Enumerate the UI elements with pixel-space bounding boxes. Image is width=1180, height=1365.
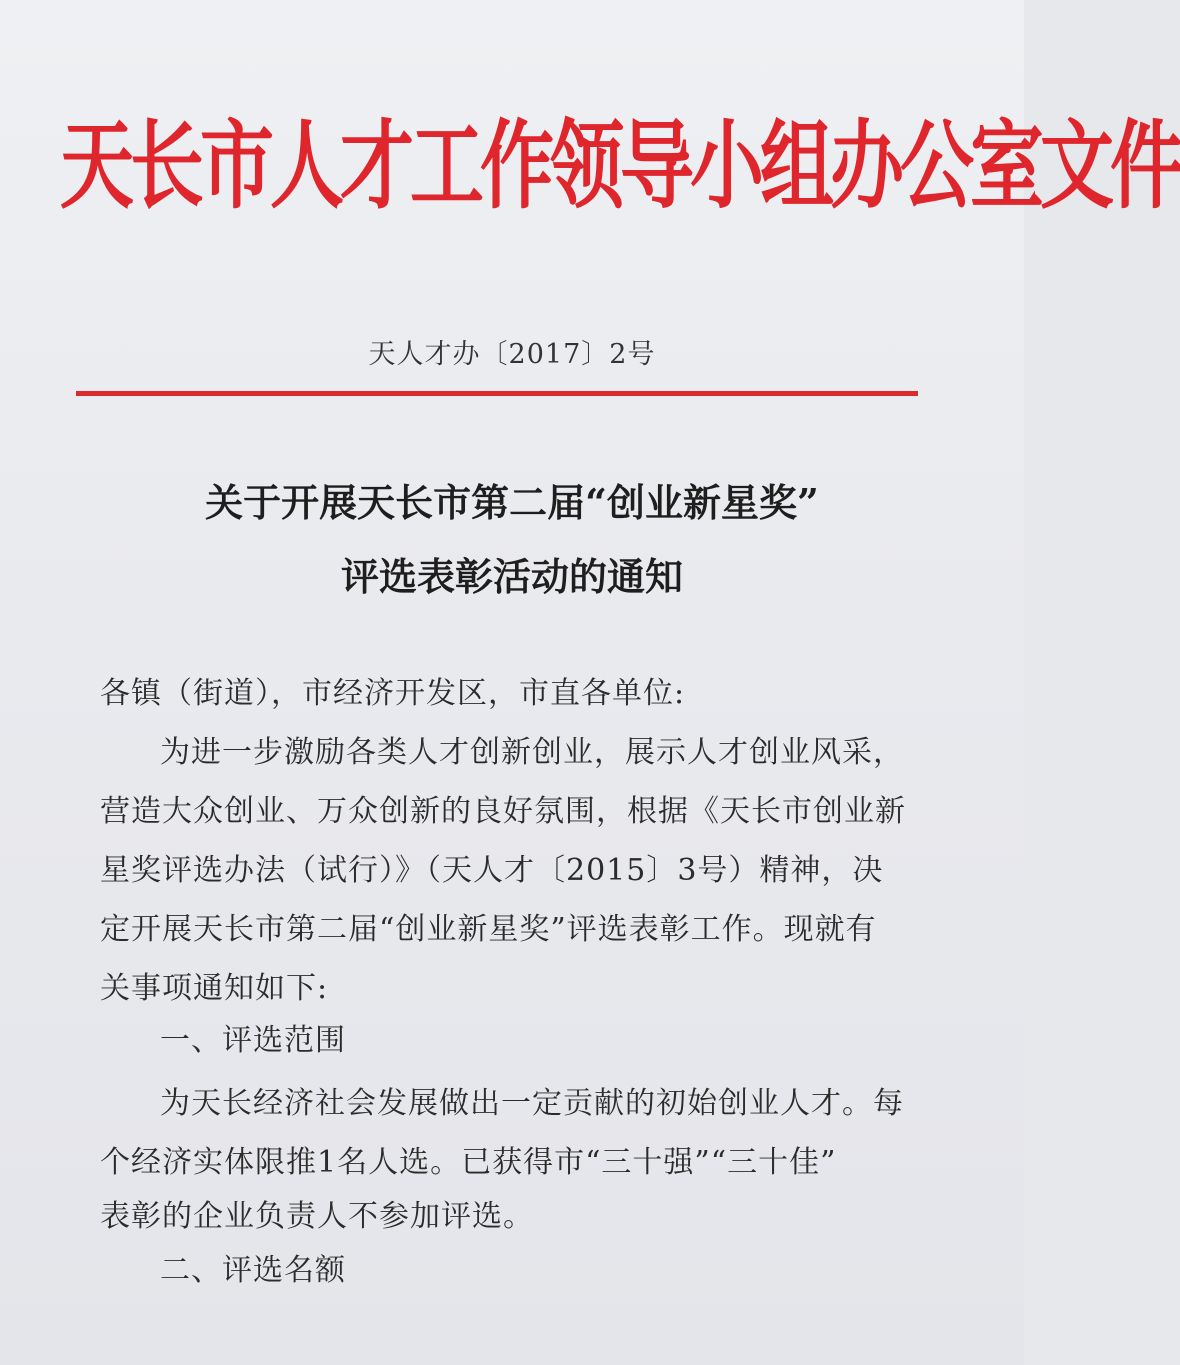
section-heading-1: 一、评选范围 bbox=[160, 1023, 346, 1058]
paragraph-line: 星奖评选办法（试行）》（天人才〔2015〕3号）精神，决 bbox=[100, 853, 884, 888]
document-number: 天人才办〔2017〕2号 bbox=[368, 339, 656, 370]
paragraph-line: 表彰的企业负责人不参加评选。 bbox=[100, 1199, 534, 1234]
notice-title-line-2: 评选表彰活动的通知 bbox=[340, 554, 683, 599]
paragraph-line: 个经济实体限推1名人选。已获得市“三十强”“三十佳” bbox=[100, 1145, 837, 1180]
paragraph-line: 营造大众创业、万众创新的良好氛围，根据《天长市创业新 bbox=[100, 794, 906, 829]
salutation: 各镇（街道），市经济开发区，市直各单位: bbox=[100, 676, 686, 711]
notice-title-line-1: 关于开展天长市第二届“创业新星奖” bbox=[205, 480, 819, 525]
paragraph-line: 为天长经济社会发展做出一定贡献的初始创业人才。每 bbox=[160, 1086, 904, 1121]
paragraph-line: 定开展天长市第二届“创业新星奖”评选表彰工作。现就有 bbox=[100, 912, 877, 947]
paragraph-line: 为进一步激励各类人才创新创业，展示人才创业风采， bbox=[160, 735, 904, 770]
section-heading-2: 二、评选名额 bbox=[160, 1253, 346, 1288]
red-divider-line bbox=[76, 391, 918, 396]
paragraph-line: 关事项通知如下: bbox=[100, 971, 329, 1006]
document-header: 天长市人才工作领导小组办公室文件 bbox=[60, 110, 1180, 223]
